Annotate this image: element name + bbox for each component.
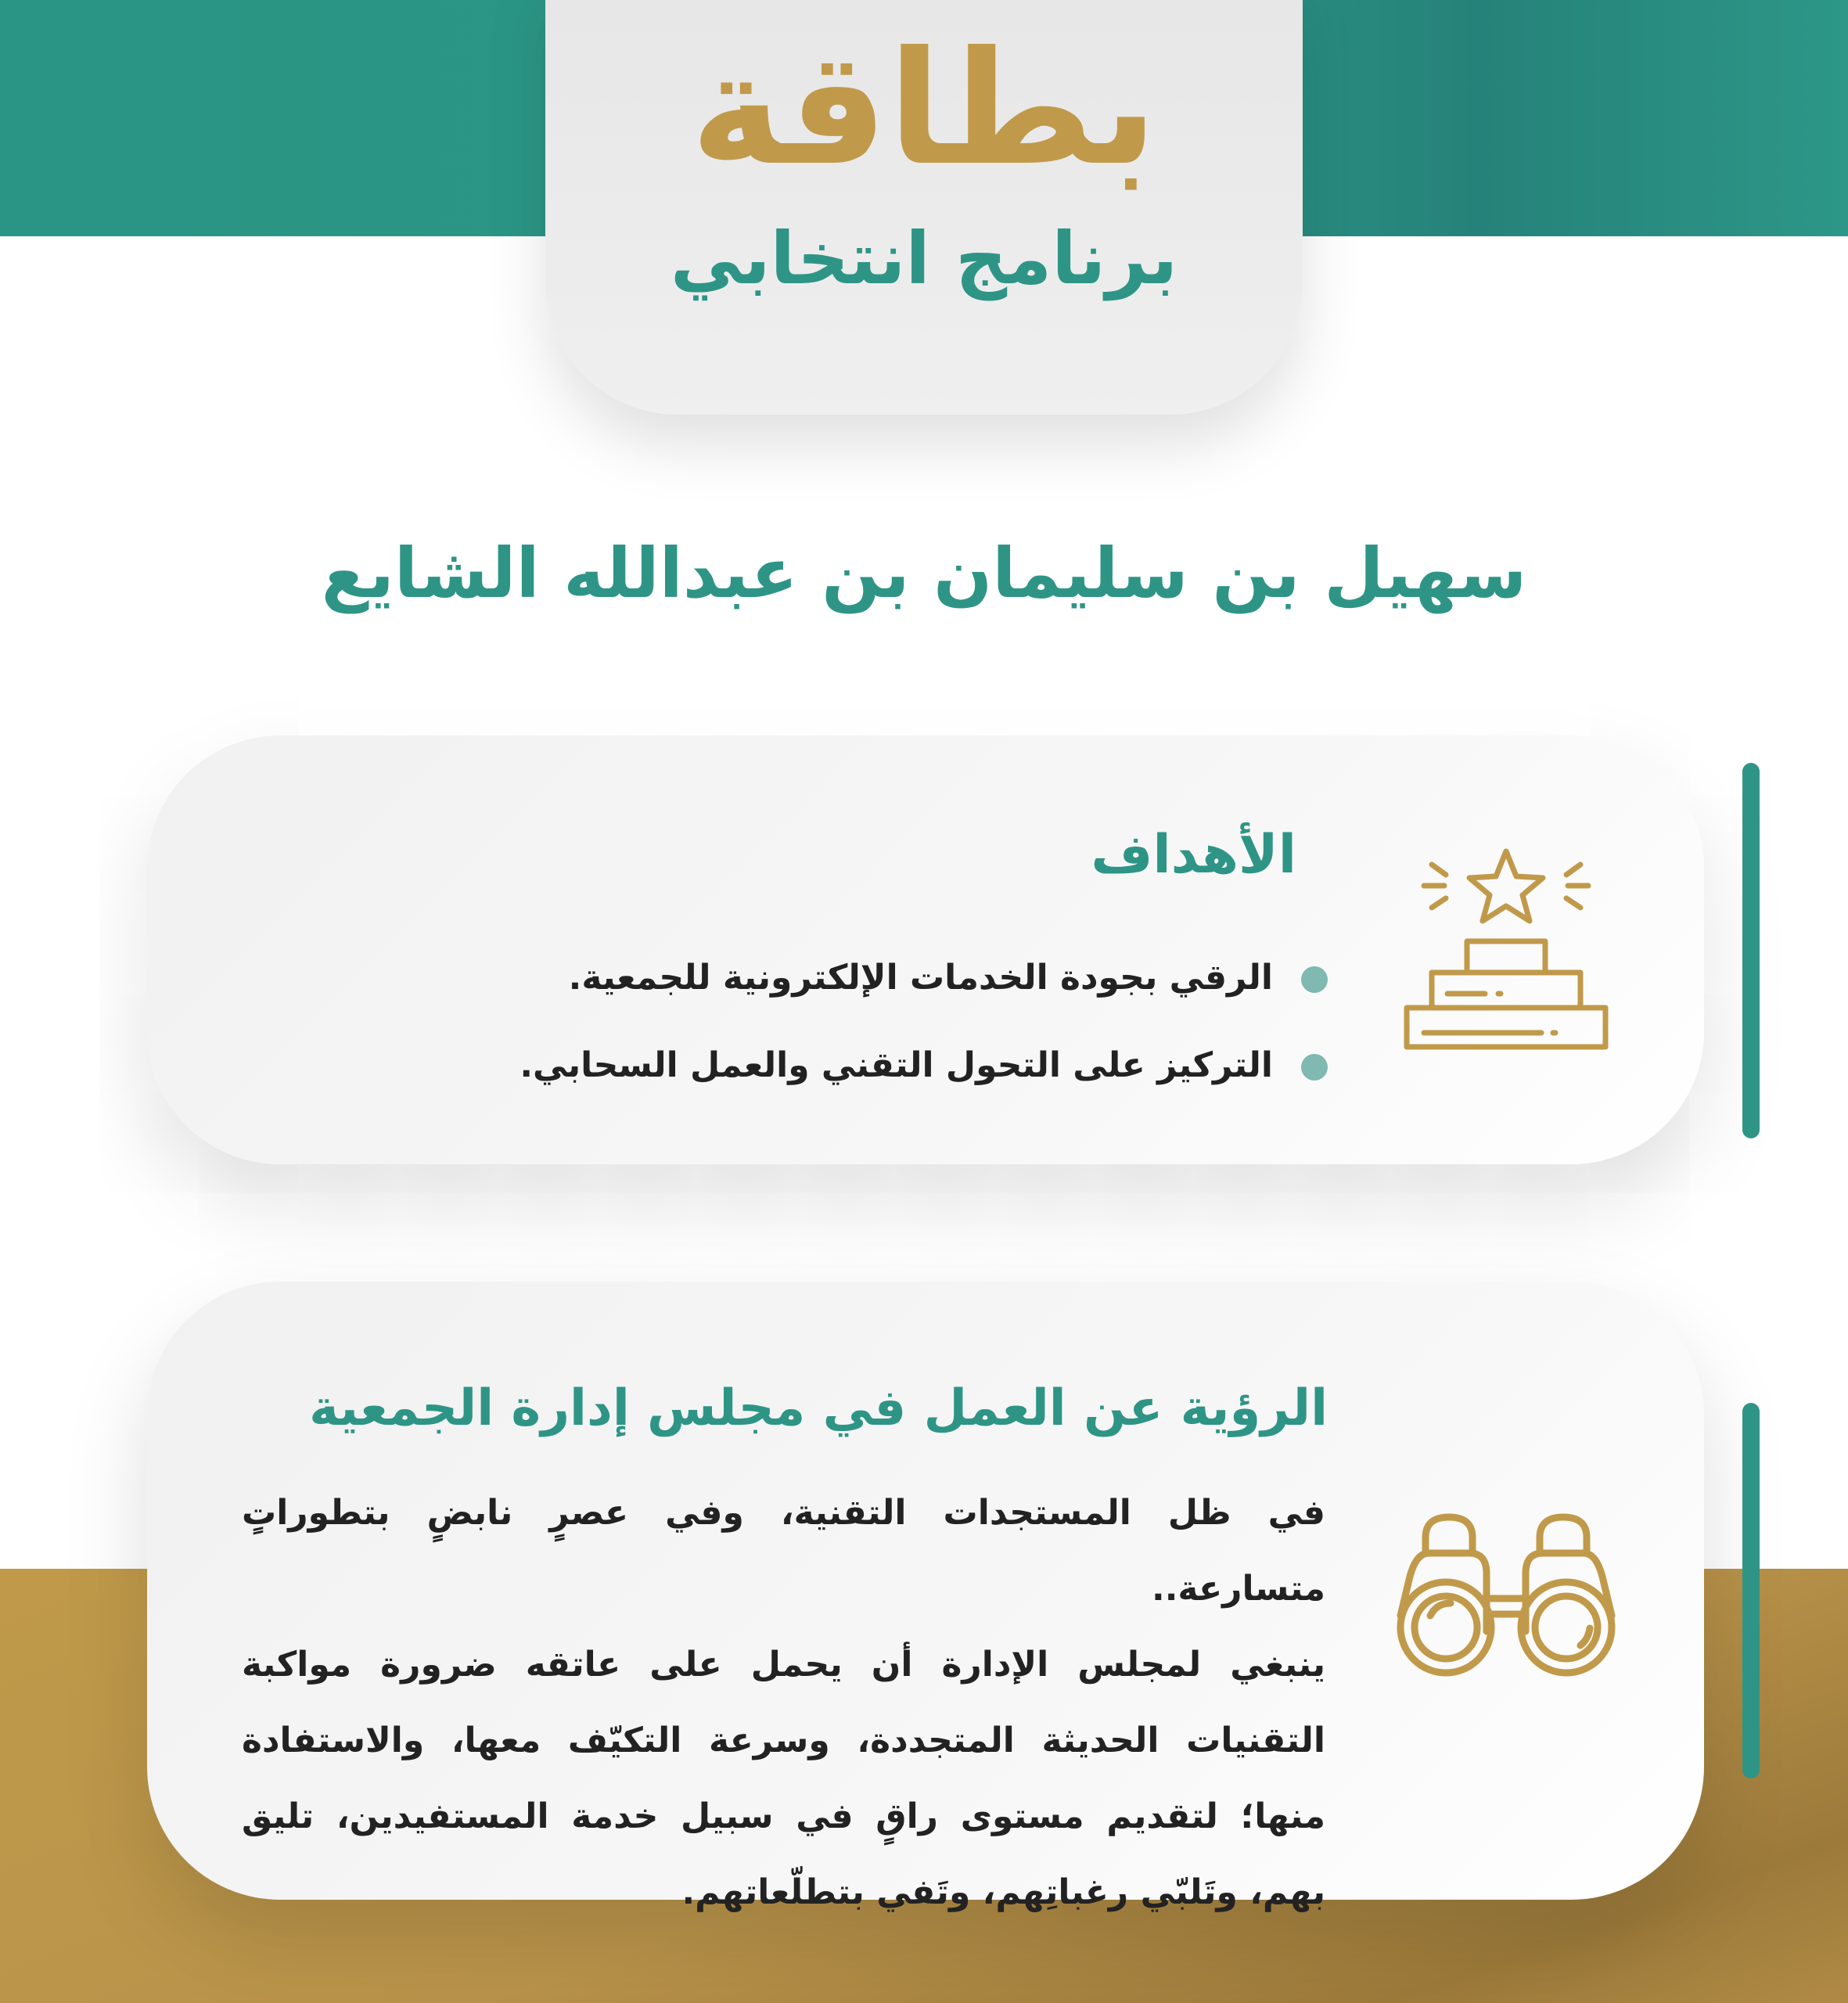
vision-paragraph — [242, 1475, 1325, 1930]
header-title: بطاقة — [690, 18, 1158, 200]
list-item — [520, 1030, 1328, 1118]
goal-text: الرقي بجودة الخدمات الإلكترونية للجمعية. — [568, 958, 1273, 998]
bullet-dot — [1301, 1054, 1328, 1081]
goals-list — [520, 943, 1328, 1118]
vision-body: ينبغي لمجلس الإدارة أن يحمل على عاتقه ضرورة مواكبة التقنيات الحديثة المتجددة، وسرعة التكيّف معها، والاستفادة منها؛ لتقديم مستوى راقٍ في سبيل خدمة المستفيدين، تليق بهم، وتَلبّي رغباتِهم، وتَفي بتطلّعاتهم. — [242, 1645, 1325, 1912]
header-subtitle: برنامج انتخابي — [670, 217, 1178, 300]
goals-accent-bar — [1742, 763, 1760, 1138]
header-card — [545, 0, 1303, 415]
candidate-name: سهيل بن سليمان بن عبدالله الشايع — [321, 533, 1527, 613]
trophy-star-icon — [1400, 845, 1612, 1052]
bullet-dot — [1301, 966, 1328, 993]
vision-title: الرؤية عن العمل في مجلس إدارة الجمعية — [309, 1379, 1328, 1437]
list-item — [520, 943, 1328, 1030]
binoculars-icon — [1393, 1506, 1620, 1682]
vision-accent-bar — [1742, 1403, 1760, 1778]
goal-text: التركيز على التحول التقني والعمل السحابي. — [520, 1045, 1273, 1085]
goals-title: الأهداف — [1091, 824, 1296, 886]
vision-intro: في ظل المستجدات التقنية، وفي عصرٍ نابضٍ بتطوراتٍ متسارعة.. — [242, 1493, 1325, 1609]
